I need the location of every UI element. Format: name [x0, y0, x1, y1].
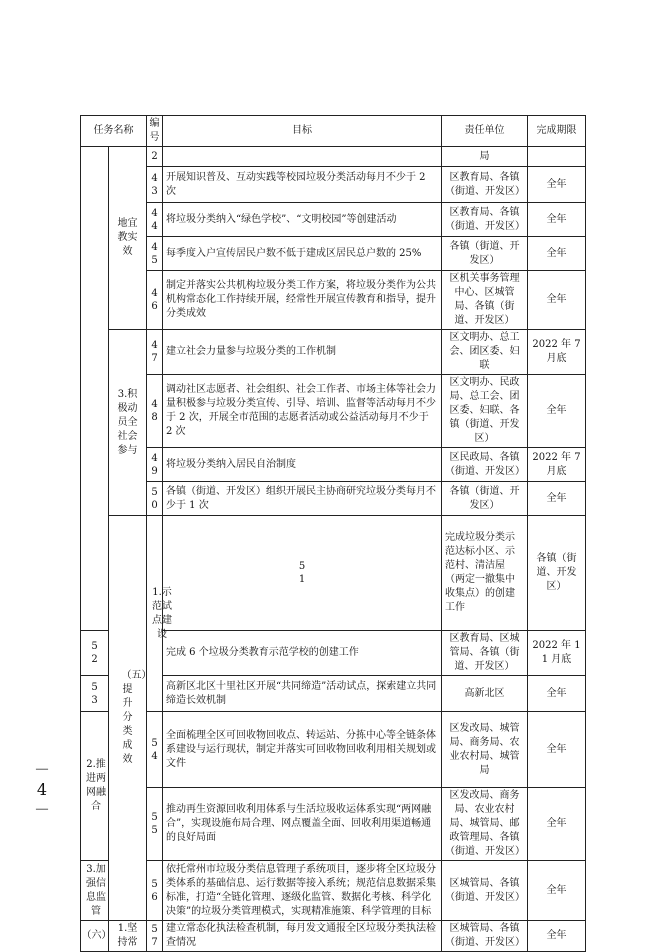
row-unit: 区教育局、各镇（街道、开发区） [442, 203, 528, 237]
row-goal: 完成 6 个垃圾分类教育示范学校的创建工作 [163, 631, 442, 676]
row-number: 5 4 [147, 712, 163, 788]
row-goal: 每季度入户宣传居民户数不低于建成区居民总户数的 25% [163, 237, 442, 271]
row-number: 4 5 [147, 237, 163, 271]
row-unit: 区城管局、各镇（街道、开发区） [442, 921, 528, 952]
row-goal: 各镇（街道、开发区）组织开展民主协商研究垃圾分类每月不少于 1 次 [163, 482, 442, 516]
row-unit: 区民政局、各镇（街道、开发区） [442, 448, 528, 482]
row-unit: 区发改局、城管局、商务局、农业农村局、城管局 [442, 712, 528, 788]
row-deadline: 全年 [528, 712, 586, 788]
row-deadline: 2022 年 11 月底 [528, 631, 586, 676]
table-row [81, 203, 586, 237]
row-goal: 全面梳理全区可回收物回收点、转运站、分拣中心等全链条体系建设与运行现状，制定并落实可回收物回收利用相关规划或文件 [163, 712, 442, 788]
row-deadline: 2022 年 7 月底 [528, 448, 586, 482]
subgroup-enforce-cell: 1.坚持常 [109, 921, 147, 952]
row-number: 5 3 [81, 676, 109, 712]
row-deadline: 全年 [528, 788, 586, 861]
group-5-cell: （五）提升分类成效 [109, 516, 147, 921]
table-row [81, 448, 586, 482]
group-6-cell: （六） [81, 921, 109, 952]
row-goal: 建立常态化执法检查机制，每月发文通报全区垃圾分类执法检查情况 [163, 921, 442, 952]
header-task: 任务名称 [81, 116, 147, 147]
table-row [81, 167, 586, 203]
row-goal: 将垃圾分类纳入“绿色学校”、“文明校园”等创建活动 [163, 203, 442, 237]
row-number: 5 2 [81, 631, 109, 676]
row-deadline: 全年 [528, 861, 586, 921]
row-number: 5 1 [163, 516, 442, 631]
row-number: 5 7 [147, 921, 163, 952]
table-row [81, 330, 586, 375]
row-goal: 调动社区志愿者、社会组织、社会工作者、市场主体等社会力量积极参与垃圾分类宣传、引导、培训、监督等活动每月不少于 2 次，开展全市范围的志愿者活动或公益活动每月不少于 2 次 [163, 375, 442, 448]
row-unit: 区机关事务管理中心、区城管局、各镇（街道、开发区） [442, 271, 528, 330]
table-row [81, 788, 586, 861]
row-unit: 区发改局、商务局、农业农村局、城管局、邮政管理局、各镇（街道、开发区） [442, 788, 528, 861]
row-deadline: 全年 [528, 271, 586, 330]
table-row [81, 712, 586, 788]
row-deadline: 全年 [528, 921, 586, 952]
row-number: 5 5 [147, 788, 163, 861]
table-row [81, 271, 586, 330]
row-number: 4 9 [147, 448, 163, 482]
task-table [80, 115, 586, 952]
row-number: 5 0 [147, 482, 163, 516]
row-deadline: 全年 [528, 237, 586, 271]
row-goal: 制定并落实公共机构垃圾分类工作方案，将垃圾分类作为公共机构常态化工作持续开展，经常性开展宣传教育和指导，提升分类成效 [163, 271, 442, 330]
subgroup-society-cell: 3.积极动员全社会参与 [109, 330, 147, 516]
row-deadline [528, 147, 586, 167]
table-row [81, 516, 586, 631]
row-number: 4 4 [147, 203, 163, 237]
header-deadline: 完成期限 [528, 116, 586, 147]
row-goal: 推动再生资源回收利用体系与生活垃圾收运体系实现“两网融合”，实现设施布局合理、网点覆盖全面、回收利用渠道畅通的良好局面 [163, 788, 442, 861]
subgroup-demo-cell: 1.示范试点建设 [147, 516, 163, 712]
row-goal: 依托常州市垃圾分类信息管理子系统项目，逐步将全区垃圾分类体系的基础信息、运行数据等接入系统；规范信息数据采集标准，打造“全链化管理、逐级化监管、数据化考核、科学化决策”的垃圾分类管理模式，实现精准施策、科学管理的目标 [163, 861, 442, 921]
row-goal: 开展知识普及、互动实践等校园垃圾分类活动每月不少于 2 次 [163, 167, 442, 203]
row-unit: 区教育局、区城管局、各镇（街道、开发区） [442, 631, 528, 676]
table-row [81, 237, 586, 271]
row-unit: 局 [442, 147, 528, 167]
row-unit: 区文明办、民政局、总工会、团区委、妇联、各镇（街道、开发区） [442, 375, 528, 448]
row-number: 4 3 [147, 167, 163, 203]
row-goal: 高新区北区十里社区开展“共同缔造”活动试点，探索建立共同缔造长效机制 [163, 676, 442, 712]
row-deadline: 全年 [528, 203, 586, 237]
table-row [81, 861, 586, 921]
header-goal: 目标 [163, 116, 442, 147]
subgroup-two-networks-cell: 2.推进两网融合 [81, 712, 109, 861]
row-number: 4 6 [147, 271, 163, 330]
row-number: 5 6 [147, 861, 163, 921]
table-header-row [81, 116, 586, 147]
row-unit: 各镇（街道、开发区） [442, 237, 528, 271]
row-goal: 将垃圾分类纳入居民自治制度 [163, 448, 442, 482]
table-row [81, 375, 586, 448]
header-unit: 责任单位 [442, 116, 528, 147]
table-row [81, 482, 586, 516]
row-number: 4 8 [147, 375, 163, 448]
header-num: 编号 [147, 116, 163, 147]
group-4-cell [81, 147, 109, 631]
row-goal: 建立社会力量参与垃圾分类的工作机制 [163, 330, 442, 375]
row-unit: 区教育局、各镇（街道、开发区） [442, 167, 528, 203]
row-deadline: 全年 [528, 167, 586, 203]
row-unit: 高新北区 [442, 676, 528, 712]
row-unit: 各镇（街道、开发区） [442, 482, 528, 516]
row-goal [163, 147, 442, 167]
page-number: － 4 － [34, 760, 51, 819]
row-unit: 区文明办、总工会、团区委、妇联 [442, 330, 528, 375]
row-goal: 完成垃圾分类示范达标小区、示范村、清洁屋（两定一撤集中收集点）的创建工作 [442, 516, 528, 631]
subgroup-school-cell: 地宜教实效 [109, 147, 147, 330]
table-row [81, 921, 586, 952]
table-row [81, 147, 586, 167]
row-deadline: 全年 [528, 375, 586, 448]
row-deadline: 全年 [528, 676, 586, 712]
row-deadline: 全年 [528, 482, 586, 516]
row-unit: 各镇（街道、开发区） [528, 516, 586, 631]
row-number: 2 [147, 147, 163, 167]
row-unit: 区城管局、各镇（街道、开发区） [442, 861, 528, 921]
row-number: 4 7 [147, 330, 163, 375]
row-deadline: 2022 年 7 月底 [528, 330, 586, 375]
subgroup-info-cell: 3.加强信息监管 [81, 861, 109, 921]
